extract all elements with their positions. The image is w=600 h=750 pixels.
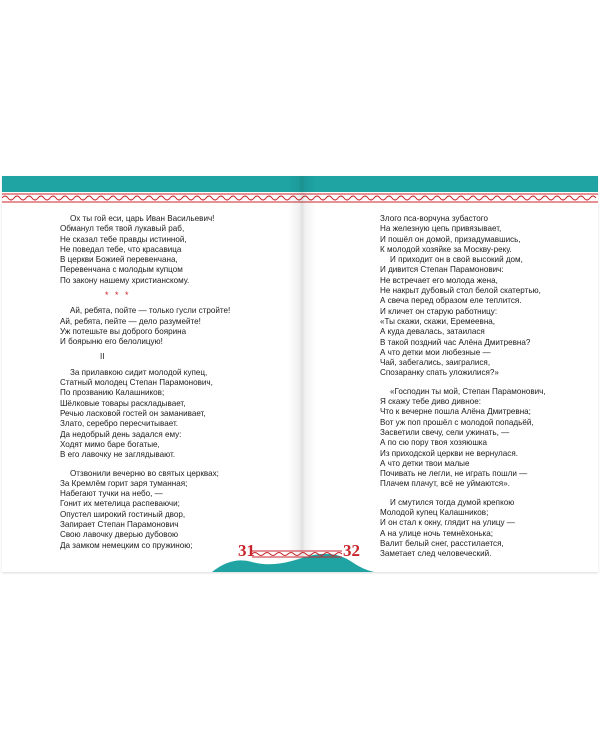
verse-line: Ай, ребята, пейте — дело разумейте! <box>60 316 201 326</box>
verse-line: Не накрыт дубовый стол белой скатертью, <box>380 286 541 296</box>
section-stars: * * * <box>105 290 131 301</box>
top-teal-band <box>2 176 598 192</box>
verse-line: А куда девалась, затаилася <box>380 327 485 337</box>
verse-line: Почивать не легли, не играть пошли — <box>380 469 528 479</box>
verse-line: Статный молодец Степан Парамонович, <box>60 378 213 388</box>
verse-line: Я скажу тебе диво дивное: <box>380 397 481 407</box>
verse-line: А по сю пору твоя хозяюшка <box>380 438 488 448</box>
verse-line: Опустел широкий гостиный двор, <box>60 509 186 519</box>
verse-line: Перевенчана с молодым купцом <box>60 265 183 275</box>
verse-line: На железную цепь привязывает, <box>380 224 502 234</box>
page-number-left: 31 <box>238 541 255 560</box>
verse-line: Шёлковые товары раскладывает, <box>60 398 186 408</box>
verse-line: Плачем плачут, всё не уймаются». <box>380 479 510 489</box>
verse-line: А на улице ночь темнёхонька; <box>380 528 494 538</box>
verse-line: А что детки мои любезные — <box>380 347 491 357</box>
verse-line: И приходит он в свой высокий дом, <box>390 255 523 265</box>
verse-line: Речью ласковой гостей он заманивает, <box>60 409 206 419</box>
verse-line: За Кремлём горит заря туманная; <box>60 478 188 488</box>
page-number-right: 32 <box>343 541 360 560</box>
verse-line: Не поведал тебе, что красавица <box>60 244 182 254</box>
verse-line: И дивится Степан Парамонович: <box>380 265 504 275</box>
verse-line: Ох ты гой еси, царь Иван Васильевич! <box>70 214 215 223</box>
verse-line: Молодой купец Калашников; <box>380 508 489 518</box>
verse-line: Злого пса-ворчуна зубастого <box>380 214 489 223</box>
verse-line: В церкви Божией перевенчана, <box>60 255 178 265</box>
right-page-text <box>380 214 598 560</box>
verse-line: Чай, забегались, заигралися, <box>380 358 491 368</box>
verse-line: Запирает Степан Парамонович <box>60 520 179 530</box>
verse-line: «Ты скажи, скажи, Еремеевна, <box>380 316 496 326</box>
verse-line: По прозванию Калашников; <box>60 388 165 398</box>
verse-line: Гонит их метелица распеваючи; <box>60 499 180 509</box>
verse-line: К молодой хозяйке за Москву-реку. <box>380 244 512 254</box>
left-page-text <box>60 214 280 551</box>
verse-line: «Господин ты мой, Степан Парамонович, <box>390 386 546 396</box>
verse-line: В его лавочку не заглядывают. <box>60 450 176 460</box>
verse-line: Уж потешьте вы доброго боярина <box>60 326 187 336</box>
verse-line: Свою лавочку дверью дубовою <box>60 530 179 540</box>
verse-line: И пошёл он домой, призадумавшись, <box>380 234 521 244</box>
verse-line: Да недобрый день задался ему: <box>60 429 182 439</box>
top-ornament-border <box>2 193 598 203</box>
verse-line: Злато, серебро пересчитывает. <box>60 419 179 429</box>
verse-line: Засветили свечу, сели ужинать, — <box>380 427 510 437</box>
verse-line: И боярыню его белолицую! <box>60 337 163 347</box>
verse-line: И он стал к окну, глядит на улицу — <box>380 518 515 528</box>
verse-line: Вот уж поп прошёл с молодой попадьёй, <box>380 417 534 427</box>
verse-line: Обманул тебя твой лукавый раб, <box>60 224 185 234</box>
verse-line: Из приходской церкви не вернулася. <box>380 448 518 458</box>
verse-line: И смутился тогда думой крепкою <box>390 497 515 507</box>
verse-line: Что к вечерне пошла Алёна Дмитревна; <box>380 407 531 417</box>
verse-line: По закону нашему христианскому. <box>60 275 190 285</box>
verse-line: Спозаранку спать уложилися?» <box>380 368 499 378</box>
book-spine-shadow <box>288 176 316 572</box>
verse-line: Заметает след человеческий. <box>380 549 492 559</box>
verse-line: За прилавкою сидит молодой купец, <box>70 367 208 377</box>
section-number: II <box>100 351 105 361</box>
verse-line: В такой поздний час Алёна Дмитревна? <box>380 337 531 347</box>
verse-line: Да замком немецким со пружиною; <box>60 540 193 550</box>
verse-line: Валит белый снег, расстилается, <box>380 538 504 548</box>
verse-line: Ай, ребята, пойте — только гусли стройте! <box>70 306 231 316</box>
verse-line: Отзвонили вечерню во святых церквах; <box>70 468 219 478</box>
verse-line: Не сказал тебе правды истинной, <box>60 234 187 244</box>
verse-line: А свеча перед образом еле теплится. <box>380 296 522 306</box>
book-spread <box>2 176 598 572</box>
verse-line: Не встречает его молода жена, <box>380 275 498 285</box>
verse-line: И кличет он старую работницу: <box>380 306 498 316</box>
verse-line: Набегают тучки на небо, — <box>60 489 163 499</box>
verse-line: А что детки твои малые <box>380 458 470 468</box>
verse-line: Ходят мимо баре богатые, <box>60 439 160 449</box>
